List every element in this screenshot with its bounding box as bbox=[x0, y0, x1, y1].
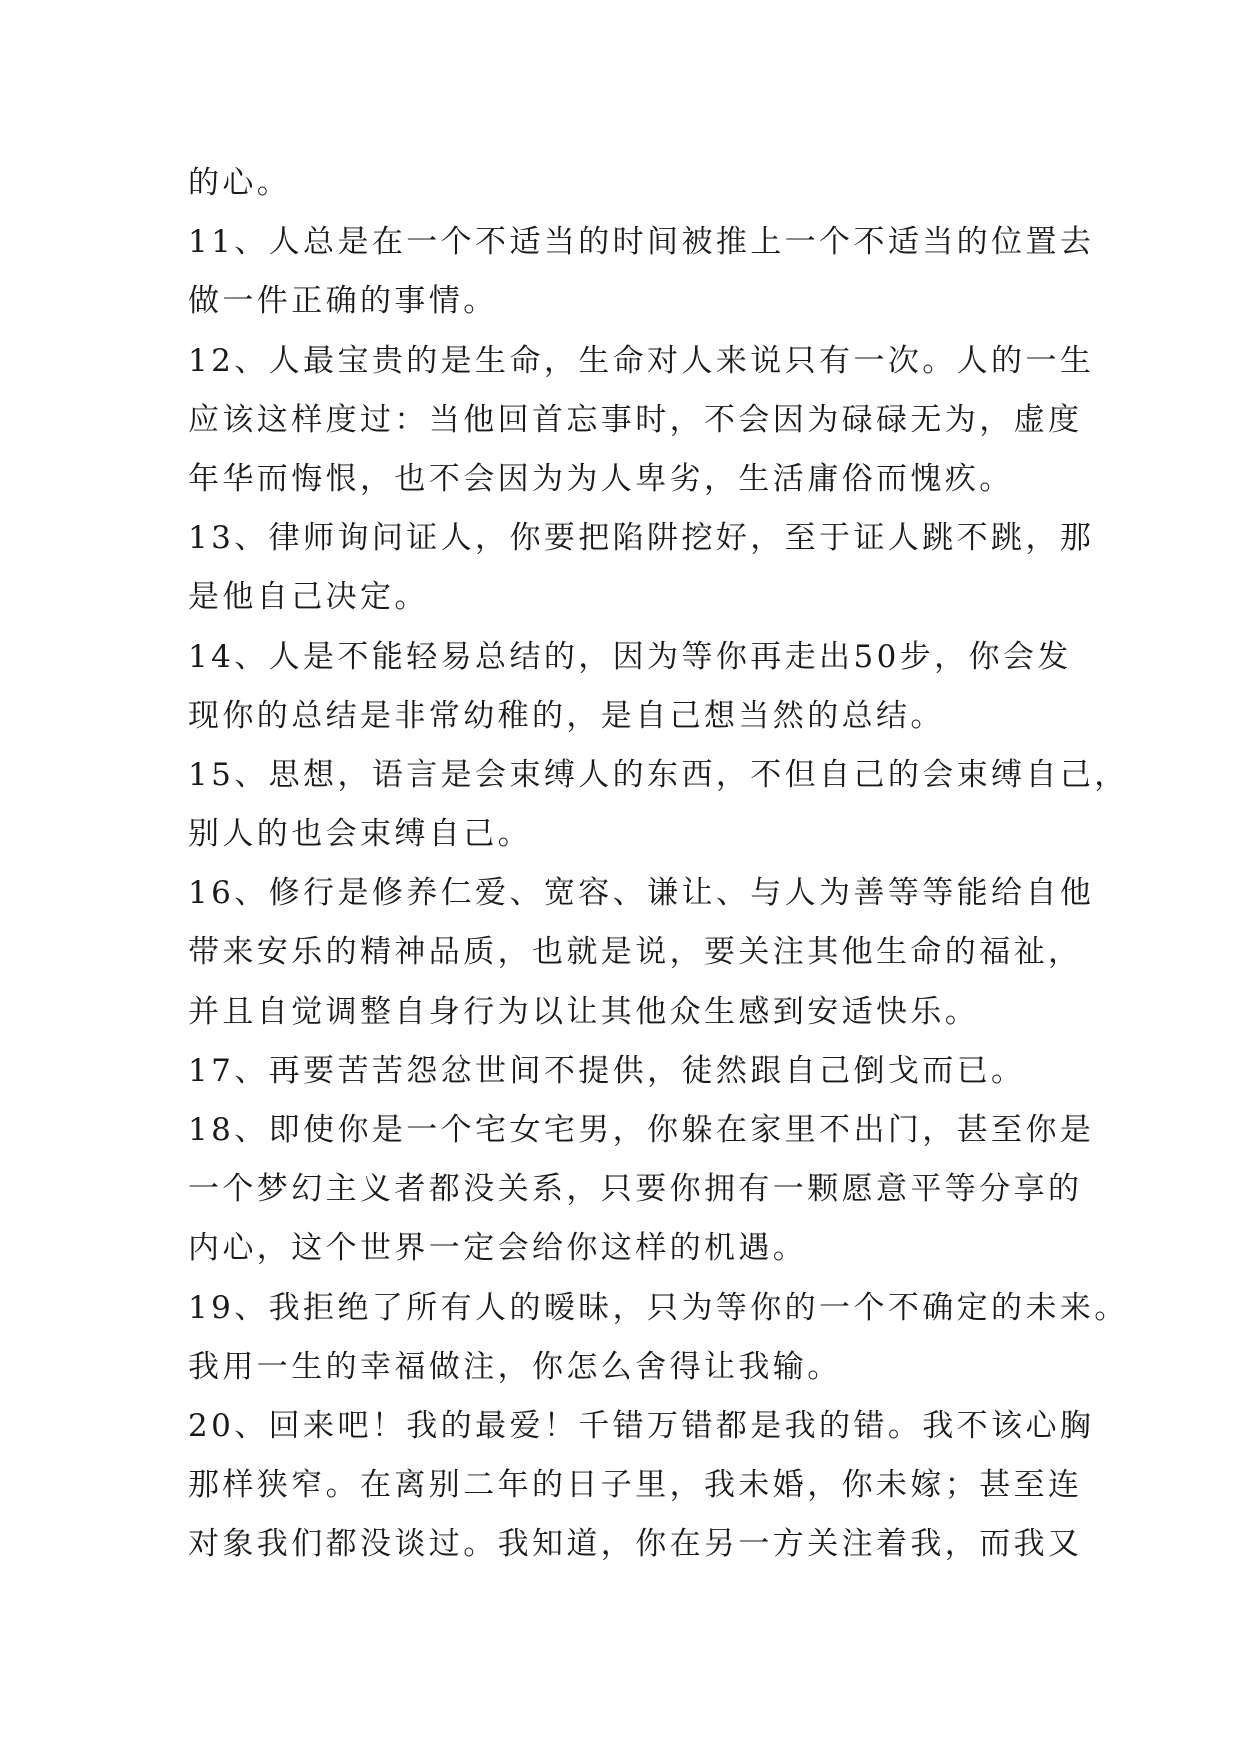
text-line: 别人的也会束缚自己。 bbox=[188, 816, 532, 853]
text-line: 的心。 bbox=[188, 165, 292, 201]
text-line: 并且自觉调整自身行为以让其他众生感到安适快乐。 bbox=[188, 993, 980, 1030]
text-line: 18、即使你是一个宅女宅男，你躲在家里不出门，甚至你是 bbox=[188, 1112, 1095, 1148]
text-line: 一个梦幻主义者都没关系，只要你拥有一颗愿意平等分享的 bbox=[188, 1171, 1083, 1208]
text-line: 16、修行是修养仁爱、宽容、谦让、与人为善等等能给自他 bbox=[188, 875, 1095, 912]
text-line: 对象我们都没谈过。我知道，你在另一方关注着我，而我又 bbox=[188, 1526, 1083, 1563]
text-line: 20、回来吧！我的最爱！千错万错都是我的错。我不该心胸 bbox=[188, 1407, 1095, 1444]
text-line: 17、再要苦苦怨忿世间不提供，徒然跟自己倒戈而已。 bbox=[188, 1052, 1026, 1089]
text-line: 我用一生的幸福做注，你怎么舍得让我输。 bbox=[188, 1348, 842, 1385]
text-line: 13、律师询问证人，你要把陷阱挖好，至于证人跳不跳，那 bbox=[188, 520, 1095, 557]
text-line: 是他自己决定。 bbox=[188, 579, 429, 616]
text-line: 现你的总结是非常幼稚的，是自己想当然的总结。 bbox=[188, 697, 945, 734]
text-line: 内心，这个世界一定会给你这样的机遇。 bbox=[188, 1230, 808, 1267]
body-text bbox=[188, 154, 1129, 1575]
text-line: 那样狭窄。在离别二年的日子里，我未婚，你未嫁；甚至连 bbox=[188, 1467, 1083, 1504]
text-line: 19、我拒绝了所有人的暧昧，只为等你的一个不确定的未来。 bbox=[188, 1289, 1129, 1326]
text-line: 11、人总是在一个不适当的时间被推上一个不适当的位置去 bbox=[188, 224, 1095, 261]
text-line: 做一件正确的事情。 bbox=[188, 283, 498, 320]
text-line: 应该这样度过：当他回首忘事时，不会因为碌碌无为，虚度 bbox=[188, 401, 1083, 438]
text-line: 14、人是不能轻易总结的，因为等你再走出50步，你会发 bbox=[188, 638, 1072, 675]
text-line: 带来安乐的精神品质，也就是说，要关注其他生命的福祉， bbox=[188, 934, 1083, 971]
text-line: 12、人最宝贵的是生命，生命对人来说只有一次。人的一生 bbox=[188, 342, 1095, 379]
text-line: 年华而悔恨，也不会因为为人卑劣，生活庸俗而愧疚。 bbox=[188, 460, 1014, 497]
text-line: 15、思想，语言是会束缚人的东西，不但自己的会束缚自己， bbox=[188, 756, 1129, 793]
